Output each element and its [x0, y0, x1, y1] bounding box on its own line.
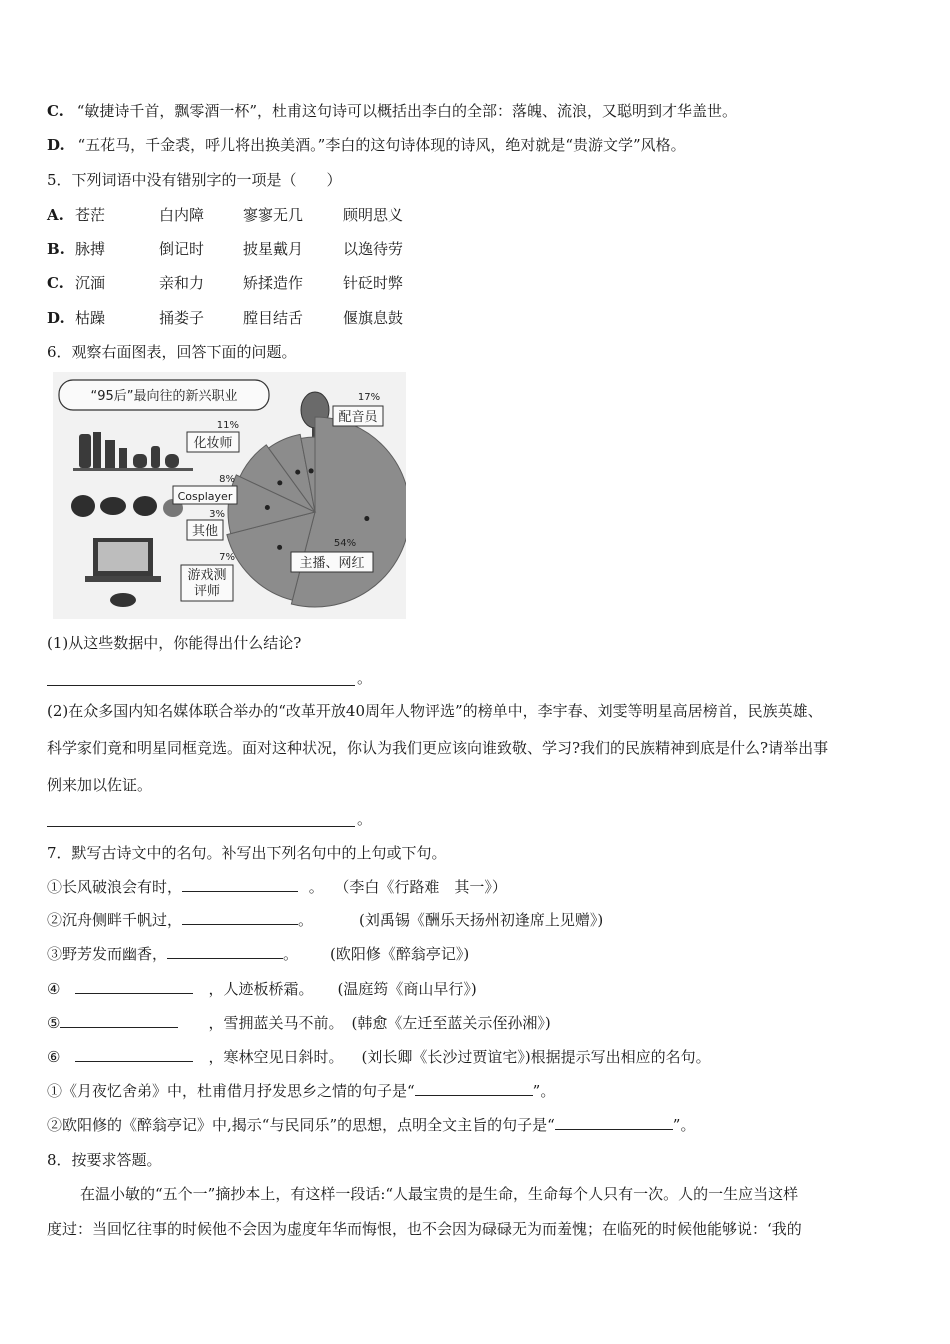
- q6-sub2-line1: (2)在众多国内知名媒体联合举办的“改革开放40周年人物评选”的榜单中，李宇春、刘雯等明星高居榜首，民族英雄、: [47, 702, 823, 720]
- category-label: 主播、网红: [299, 556, 365, 571]
- q8-paragraph-line1: 在温小敏的“五个一”摘抄本上，有这样一段话:“人最宝贵的是生命，生命每个人只有一次。人的一生应当这样: [80, 1185, 799, 1203]
- category-label: 游戏测: [187, 568, 227, 583]
- q6-answer-line-1[interactable]: [47, 684, 355, 686]
- q5-option-c: [47, 273, 403, 293]
- q7-item-4: [47, 979, 477, 999]
- option-letter: D.: [47, 309, 65, 327]
- extra-text-after: ”。: [532, 1082, 556, 1100]
- q7-item-5: [47, 1013, 551, 1033]
- fill-blank[interactable]: [555, 1115, 673, 1130]
- item-number: ③: [47, 945, 63, 963]
- q7-item-6: [47, 1047, 711, 1067]
- option-word: 白内障: [159, 206, 205, 224]
- pie-slice-marker: [277, 480, 282, 485]
- q6-answer-period-2: 。: [357, 810, 373, 828]
- option-word: 沉湎: [75, 274, 106, 292]
- extra-text-before: ①《月夜忆舍弟》中，杜甫借月抒发思乡之情的句子是“: [47, 1082, 415, 1100]
- computer-illustration: [85, 538, 161, 607]
- fill-blank[interactable]: [182, 877, 298, 892]
- pie-slice-marker: [277, 545, 282, 550]
- pie-slice-marker: [309, 468, 314, 473]
- makeup-tools-illustration: [73, 432, 193, 471]
- category-label: 评师: [193, 584, 221, 599]
- pie-slice-marker: [295, 470, 300, 475]
- q5-option-b: [47, 239, 403, 259]
- q6-stem: 6．观察右面图表，回答下面的问题。: [47, 343, 297, 361]
- item-number: ①: [47, 878, 63, 896]
- option-word: 寥寥无几: [243, 206, 304, 224]
- q7-extra-2: [47, 1115, 695, 1135]
- q6-answer-line-2[interactable]: [47, 825, 355, 827]
- option-letter: C.: [47, 274, 64, 292]
- category-label: Cosplayer: [177, 490, 233, 503]
- q7-item-1: [47, 877, 507, 897]
- fill-blank[interactable]: [75, 979, 193, 994]
- option-word: 针砭时弊: [343, 274, 404, 292]
- percent-label: 8%: [219, 474, 235, 485]
- option-word: 枯躁: [75, 309, 106, 327]
- option-letter: C.: [47, 102, 64, 120]
- item-number: ②: [47, 911, 63, 929]
- item-source: (欧阳修《醉翁亭记》): [330, 945, 470, 963]
- item-source: (温庭筠《商山早行》): [337, 980, 477, 998]
- item-source: (韩愈《左迁至蓝关示侄孙湘》): [351, 1014, 551, 1032]
- option-text: “五花马，千金裘，呼儿将出换美酒。”李白的这句诗体现的诗风，绝对就是“贵游文学”风格。: [77, 136, 686, 154]
- option-letter: B.: [47, 240, 65, 258]
- q7-item-2: [47, 910, 603, 930]
- option-word: 捅娄子: [159, 309, 205, 327]
- q6-answer-period-1: 。: [357, 669, 373, 687]
- option-word: 倒记时: [159, 240, 205, 258]
- option-word: 披星戴月: [243, 240, 304, 258]
- item-text-after: ，人迹板桥霜。: [208, 980, 314, 998]
- q4-option-d: [47, 135, 686, 155]
- pie-slice-marker: [265, 505, 270, 510]
- q7-extra-1: [47, 1081, 555, 1101]
- option-letter: A.: [47, 206, 64, 224]
- category-label: 化妆师: [193, 436, 233, 451]
- item-text-after: 。: [298, 911, 314, 929]
- option-word: 矫揉造作: [243, 274, 304, 292]
- item-text-after: 。: [283, 945, 299, 963]
- extra-text-before: ②欧阳修的《醉翁亭记》中,揭示“与民同乐”的思想，点明全文主旨的句子是“: [47, 1116, 555, 1134]
- percent-label: 54%: [333, 538, 357, 549]
- item-text-after: ，寒林空见日斜时。: [208, 1048, 344, 1066]
- option-word: 脉搏: [75, 240, 106, 258]
- percent-label: 17%: [357, 392, 381, 403]
- q6-sub2-line2: 科学家们竟和明星同框竞选。面对这种状况，你认为我们更应该向谁致敬、学习?我们的民族精神到底是什么?请举出事: [47, 739, 829, 757]
- item-number: ⑤: [47, 1014, 61, 1032]
- item-source: (刘长卿《长沙过贾谊宅》)根据提示写出相应的名句。: [361, 1048, 711, 1066]
- q8-paragraph-line2: 度过：当回忆往事的时候他不会因为虚度年华而悔恨，也不会因为碌碌无为而羞愧；在临死的时候他能够说：‘我的: [47, 1220, 802, 1238]
- option-word: 苍茫: [75, 206, 106, 224]
- fill-blank[interactable]: [415, 1081, 533, 1096]
- item-source: (刘禹锡《酬乐天扬州初逢席上见赠》): [359, 911, 604, 929]
- item-text-after: 。: [304, 878, 324, 896]
- item-text-after: ，雪拥蓝关马不前。: [208, 1014, 344, 1032]
- item-text-before: 沉舟侧畔千帆过，: [62, 911, 183, 929]
- item-text-before: 野芳发而幽香，: [62, 945, 168, 963]
- fill-blank[interactable]: [75, 1047, 193, 1062]
- item-source: （李白《行路难 其一》）: [341, 878, 507, 896]
- option-word: 顾明思义: [343, 206, 404, 224]
- masks-illustration: [71, 495, 183, 517]
- q7-item-3: [47, 944, 469, 964]
- item-number: ⑥: [47, 1048, 61, 1066]
- option-word: 膛目结舌: [243, 309, 304, 327]
- q6-sub1: (1)从这些数据中，你能得出什么结论?: [47, 634, 302, 652]
- category-label: 配音员: [338, 410, 378, 425]
- option-text: “敏捷诗千首，飘零酒一杯”，杜甫这句诗可以概括出李白的全部：落魄、流浪，又聪明到才华盖世。: [76, 102, 738, 120]
- percent-label: 11%: [216, 420, 239, 431]
- q5-option-d: [47, 308, 403, 328]
- item-number: ④: [47, 980, 61, 998]
- option-letter: D.: [47, 136, 65, 154]
- career-pie-chart: [53, 372, 406, 619]
- percent-label: 3%: [209, 509, 225, 520]
- pie-slice-marker: [364, 516, 369, 521]
- fill-blank[interactable]: [182, 910, 298, 925]
- category-label: 其他: [191, 524, 219, 539]
- q7-stem: 7．默写古诗文中的名句。补写出下列名句中的上句或下句。: [47, 844, 447, 862]
- q4-option-c: [47, 101, 737, 121]
- option-word: 以逸待劳: [343, 240, 404, 258]
- q5-stem: 5．下列词语中没有错别字的一项是（ ）: [47, 171, 342, 189]
- q6-sub2-line3: 例来加以佐证。: [47, 776, 153, 794]
- fill-blank[interactable]: [60, 1013, 178, 1028]
- fill-blank[interactable]: [167, 944, 283, 959]
- q5-option-a: [47, 205, 403, 225]
- option-word: 亲和力: [159, 274, 205, 292]
- option-word: 偃旗息鼓: [343, 309, 404, 327]
- chart-title: “95后”最向往的新兴职业: [90, 389, 238, 404]
- item-text-before: 长风破浪会有时，: [62, 878, 183, 896]
- pie-slices: [227, 417, 406, 607]
- extra-text-after: ”。: [672, 1116, 696, 1134]
- percent-label: 7%: [219, 552, 235, 563]
- q8-stem: 8．按要求答题。: [47, 1151, 162, 1169]
